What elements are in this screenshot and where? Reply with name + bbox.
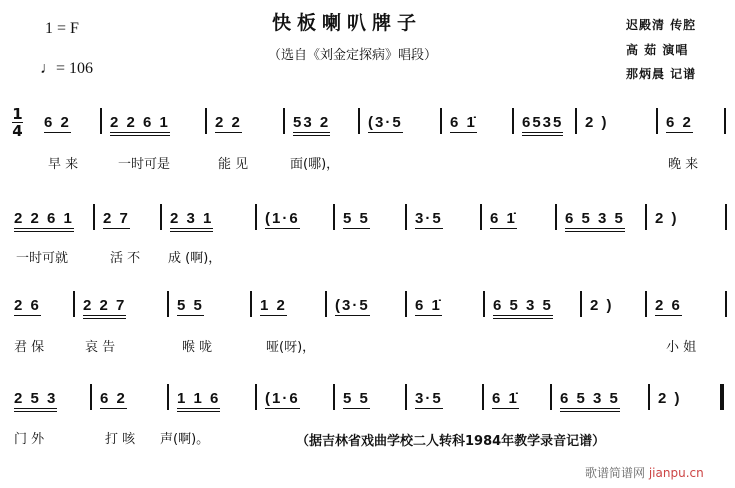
lyric: 一时可就 xyxy=(16,251,69,266)
time-signature-top: 1 xyxy=(12,105,23,123)
source-note: （据吉林省戏曲学校二人转科1984年教学录音记谱） xyxy=(296,434,606,449)
barline xyxy=(725,291,727,317)
barline xyxy=(656,108,658,134)
lyric: 面(哪)， xyxy=(290,157,340,172)
watermark-en: jianpu.cn xyxy=(648,466,704,480)
barline xyxy=(482,384,484,410)
measure: (3·5 xyxy=(368,114,403,131)
lyric: 晚 来 xyxy=(668,157,699,172)
barline xyxy=(483,291,485,317)
barline xyxy=(325,291,327,317)
watermark xyxy=(585,464,704,481)
measure: 2 2 xyxy=(215,114,242,131)
measure: 2 2 6 1 xyxy=(14,210,74,232)
lyric: 门 外 xyxy=(14,432,45,447)
credit-transcriber: 那炳晨 记谱 xyxy=(626,67,697,81)
barline xyxy=(480,204,482,230)
barline xyxy=(255,204,257,230)
watermark-cn: 歌谱简谱网 xyxy=(585,466,646,480)
measure: 53 2 xyxy=(293,114,330,136)
barline xyxy=(724,108,726,134)
lyric: 声(啊)。 xyxy=(160,432,210,447)
measure: 2 ) xyxy=(585,114,609,131)
barline xyxy=(93,204,95,230)
lyric: 能 见 xyxy=(218,157,249,172)
measure: 2 2 6 1 xyxy=(110,114,170,136)
measure: 6 1̇ xyxy=(492,390,519,407)
measure: 6535 xyxy=(522,114,563,136)
barline xyxy=(255,384,257,410)
measure: 5 5 xyxy=(343,210,370,227)
measure: 5 5 xyxy=(343,390,370,407)
barline xyxy=(555,204,557,230)
measure: 2 ) xyxy=(655,210,679,227)
lyric: 早 来 xyxy=(48,157,79,172)
measure: 2 3 1 xyxy=(170,210,213,232)
barline xyxy=(512,108,514,134)
lyric: 哀 告 xyxy=(85,340,116,355)
measure: 2 5 3 xyxy=(14,390,57,412)
barline xyxy=(333,384,335,410)
barline xyxy=(580,291,582,317)
barline xyxy=(405,204,407,230)
tempo-marking: ♩= 106 xyxy=(40,60,94,77)
measure: 6 2 xyxy=(100,390,127,407)
barline xyxy=(725,204,727,230)
time-signature xyxy=(12,106,23,139)
measure: 6 1̇ xyxy=(490,210,517,227)
measure: 1 1 6 xyxy=(177,390,220,412)
measure: 6 5 3 5 xyxy=(565,210,625,232)
barline xyxy=(90,384,92,410)
measure: 6 1̇ xyxy=(450,114,477,131)
measure: 3·5 xyxy=(415,390,443,407)
barline xyxy=(358,108,360,134)
barline xyxy=(648,384,650,410)
barline xyxy=(645,204,647,230)
measure: 2 7 xyxy=(103,210,130,227)
lyric: 喉 咙 xyxy=(182,340,213,355)
lyric: 君 保 xyxy=(14,340,45,355)
barline xyxy=(100,108,102,134)
barline xyxy=(283,108,285,134)
measure: 2 ) xyxy=(590,297,614,314)
lyric: 小 姐 xyxy=(666,340,697,355)
measure: 6 5 3 5 xyxy=(493,297,553,319)
barline xyxy=(575,108,577,134)
barline xyxy=(405,291,407,317)
measure: 5 5 xyxy=(177,297,204,314)
lyric: 活 不 xyxy=(110,251,141,266)
song-title: 快板喇叭牌子 xyxy=(272,12,423,34)
measure: 3·5 xyxy=(415,210,443,227)
measure: 6 1̇ xyxy=(415,297,442,314)
credit-singer: 高 茹 演唱 xyxy=(626,43,689,57)
measure: 6 2 xyxy=(666,114,693,131)
barline xyxy=(167,291,169,317)
measure: 6 2 xyxy=(44,114,71,131)
barline xyxy=(645,291,647,317)
lyric: 打 咳 xyxy=(105,432,136,447)
measure: 2 2 7 xyxy=(83,297,126,319)
barline xyxy=(405,384,407,410)
measure: 2 ) xyxy=(658,390,682,407)
measure: (1·6 xyxy=(265,390,300,407)
key-signature: 1 = F xyxy=(45,20,79,37)
credit-arranger: 迟殿清 传腔 xyxy=(626,18,697,32)
barline xyxy=(250,291,252,317)
song-subtitle: （选自《刘金定探病》唱段） xyxy=(268,48,438,63)
barline xyxy=(205,108,207,134)
barline xyxy=(73,291,75,317)
barline xyxy=(440,108,442,134)
measure: 2 6 xyxy=(14,297,41,314)
barline xyxy=(167,384,169,410)
time-signature-bottom: 4 xyxy=(12,122,23,140)
barline xyxy=(333,204,335,230)
lyric: 哑(呀)， xyxy=(266,340,316,355)
barline xyxy=(550,384,552,410)
measure: 2 6 xyxy=(655,297,682,314)
measure: 6 5 3 5 xyxy=(560,390,620,412)
measure: (1·6 xyxy=(265,210,300,227)
measure: 1 2 xyxy=(260,297,287,314)
lyric: 成 (啊)， xyxy=(168,251,222,266)
lyric: 一时可是 xyxy=(118,157,171,172)
measure: (3·5 xyxy=(335,297,370,314)
barline xyxy=(160,204,162,230)
final-barline xyxy=(720,384,724,410)
